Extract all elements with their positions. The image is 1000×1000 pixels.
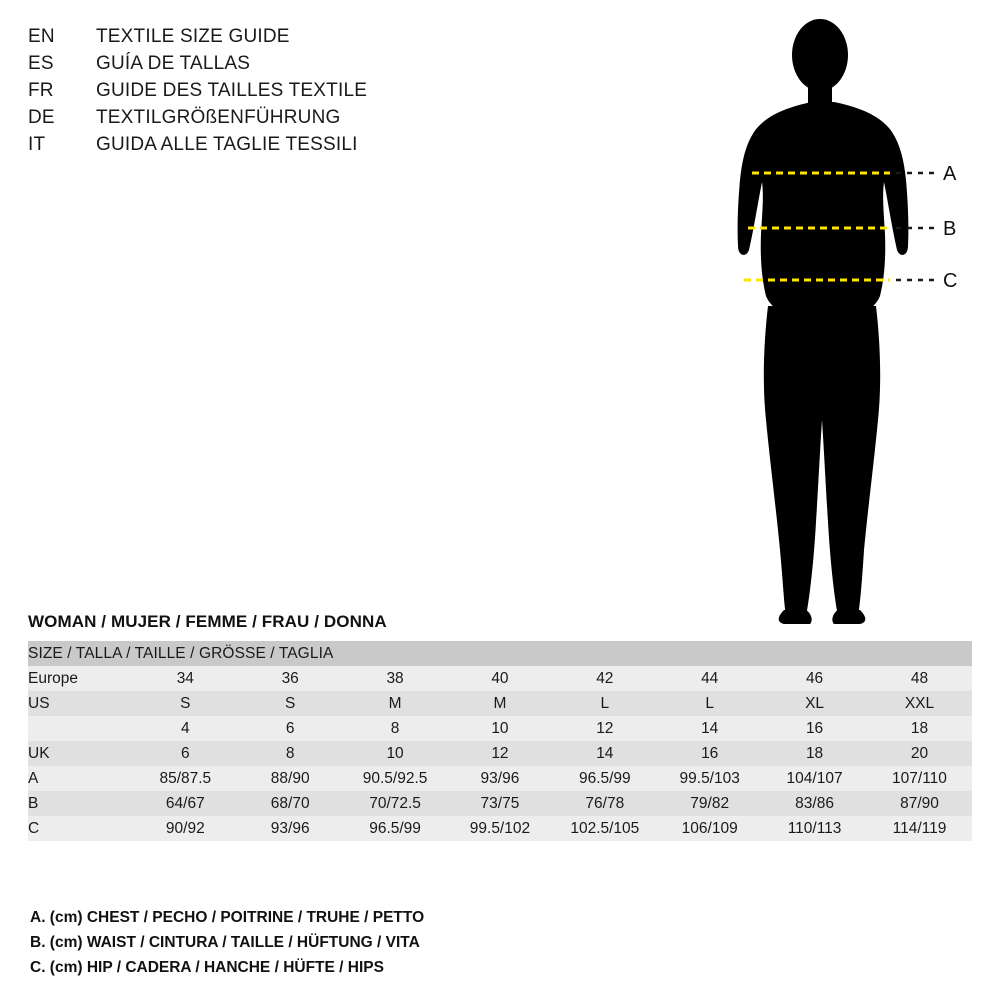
- table-row: [28, 716, 972, 741]
- table-cell: 8: [285, 745, 295, 762]
- table-cell: 93/96: [480, 770, 520, 787]
- table-cell: L: [600, 695, 610, 712]
- language-title-list: [28, 26, 448, 161]
- table-cell: 6: [181, 745, 190, 762]
- table-cell: 99.5/102: [469, 820, 531, 837]
- table-cell: 102.5/105: [570, 820, 640, 837]
- table-cell: 12: [596, 720, 614, 737]
- row-label: Europe: [28, 670, 78, 687]
- table-cell: 44: [701, 670, 719, 687]
- table-cell: 70/72.5: [369, 795, 421, 812]
- table-cell: L: [705, 695, 714, 712]
- table-cell: 93/96: [270, 820, 310, 837]
- table-cell: 14: [701, 720, 719, 737]
- table-cell: XXL: [904, 695, 935, 712]
- language-code: ES: [28, 53, 54, 74]
- language-title: TEXTILGRÖßENFÜHRUNG: [96, 107, 341, 128]
- table-cell: 114/119: [892, 820, 947, 837]
- size-chart-table: [28, 641, 972, 841]
- table-cell: 79/82: [690, 795, 730, 812]
- female-silhouette-icon: [700, 10, 990, 635]
- table-row: [28, 791, 972, 816]
- table-row: [28, 666, 972, 691]
- table-row: [28, 691, 972, 716]
- table-cell: 73/75: [480, 795, 520, 812]
- table-cell: 85/87.5: [159, 770, 212, 787]
- table-cell: 96.5/99: [369, 820, 421, 837]
- table-cell: M: [388, 695, 402, 712]
- table-header-row: [28, 641, 972, 666]
- legend-item-hip: C. (cm) HIP / CADERA / HANCHE / HÜFTE / HIPS: [30, 959, 384, 976]
- language-row: [28, 80, 448, 107]
- table-row: [28, 741, 972, 766]
- table-cell: 20: [910, 745, 929, 762]
- row-label: [28, 716, 133, 741]
- row-label: US: [28, 695, 50, 712]
- language-row: [28, 26, 448, 53]
- table-cell: 4: [181, 720, 190, 737]
- table-cell: 10: [491, 720, 509, 737]
- table-cell: 16: [805, 720, 824, 737]
- language-row: [28, 53, 448, 80]
- table-cell: 99.5/103: [679, 770, 740, 787]
- table-cell: 110/113: [787, 820, 842, 837]
- table-cell: 64/67: [165, 795, 205, 812]
- table-cell: M: [493, 695, 507, 712]
- language-row: [28, 134, 448, 161]
- table-cell: 14: [596, 745, 614, 762]
- measure-label-a: A: [943, 163, 957, 185]
- measure-label-c: C: [943, 270, 958, 292]
- table-cell: 106/109: [681, 820, 738, 837]
- language-code: FR: [28, 80, 54, 101]
- table-header-label: SIZE / TALLA / TAILLE / GRÖSSE / TAGLIA: [28, 645, 334, 662]
- body-measurement-figure: [700, 10, 990, 635]
- language-row: [28, 107, 448, 134]
- language-title: GUÍA DE TALLAS: [96, 53, 251, 74]
- table-cell: S: [285, 695, 296, 712]
- table-cell: 107/110: [892, 770, 947, 787]
- language-code: IT: [28, 134, 46, 155]
- legend-item-waist: B. (cm) WAIST / CINTURA / TAILLE / HÜFTUNG / VITA: [30, 934, 420, 951]
- table-cell: 90/92: [165, 820, 205, 837]
- row-label: A: [28, 770, 39, 787]
- language-title: GUIDA ALLE TAGLIE TESSILI: [96, 134, 358, 155]
- table-cell: 10: [386, 745, 404, 762]
- table-cell: 104/107: [786, 770, 843, 787]
- table-cell: 88/90: [270, 770, 310, 787]
- measure-label-b: B: [943, 218, 957, 240]
- row-label: B: [28, 795, 39, 812]
- table-cell: 83/86: [795, 795, 834, 812]
- table-cell: 8: [390, 720, 400, 737]
- row-label: C: [28, 820, 40, 837]
- table-cell: S: [180, 695, 191, 712]
- table-cell: 40: [491, 670, 509, 687]
- table-cell: 87/90: [900, 795, 939, 812]
- language-code: EN: [28, 26, 55, 47]
- table-cell: 16: [701, 745, 719, 762]
- measurement-legend: [30, 905, 730, 980]
- legend-item-chest: A. (cm) CHEST / PECHO / POITRINE / TRUHE / PETTO: [30, 909, 425, 926]
- table-cell: 18: [910, 720, 929, 737]
- table-cell: 34: [176, 670, 194, 687]
- language-code: DE: [28, 107, 55, 128]
- table-cell: 38: [386, 670, 404, 687]
- table-cell: 96.5/99: [578, 770, 631, 787]
- table-cell: 12: [491, 745, 509, 762]
- table-cell: 46: [805, 670, 824, 687]
- table-cell: 18: [805, 745, 824, 762]
- gender-title: WOMAN / MUJER / FEMME / FRAU / DONNA: [28, 612, 387, 631]
- language-title: GUIDE DES TAILLES TEXTILE: [96, 80, 368, 101]
- row-label: UK: [28, 745, 50, 762]
- table-row: [28, 816, 972, 841]
- table-row: [28, 766, 972, 791]
- table-cell: 48: [910, 670, 929, 687]
- size-table-section: [28, 612, 972, 841]
- table-cell: 36: [281, 670, 299, 687]
- table-cell: 42: [596, 670, 614, 687]
- table-cell: 6: [285, 720, 295, 737]
- language-title: TEXTILE SIZE GUIDE: [96, 26, 290, 47]
- table-cell: 90.5/92.5: [362, 770, 428, 787]
- table-cell: XL: [805, 695, 825, 712]
- table-cell: 68/70: [270, 795, 310, 812]
- table-cell: 76/78: [585, 795, 625, 812]
